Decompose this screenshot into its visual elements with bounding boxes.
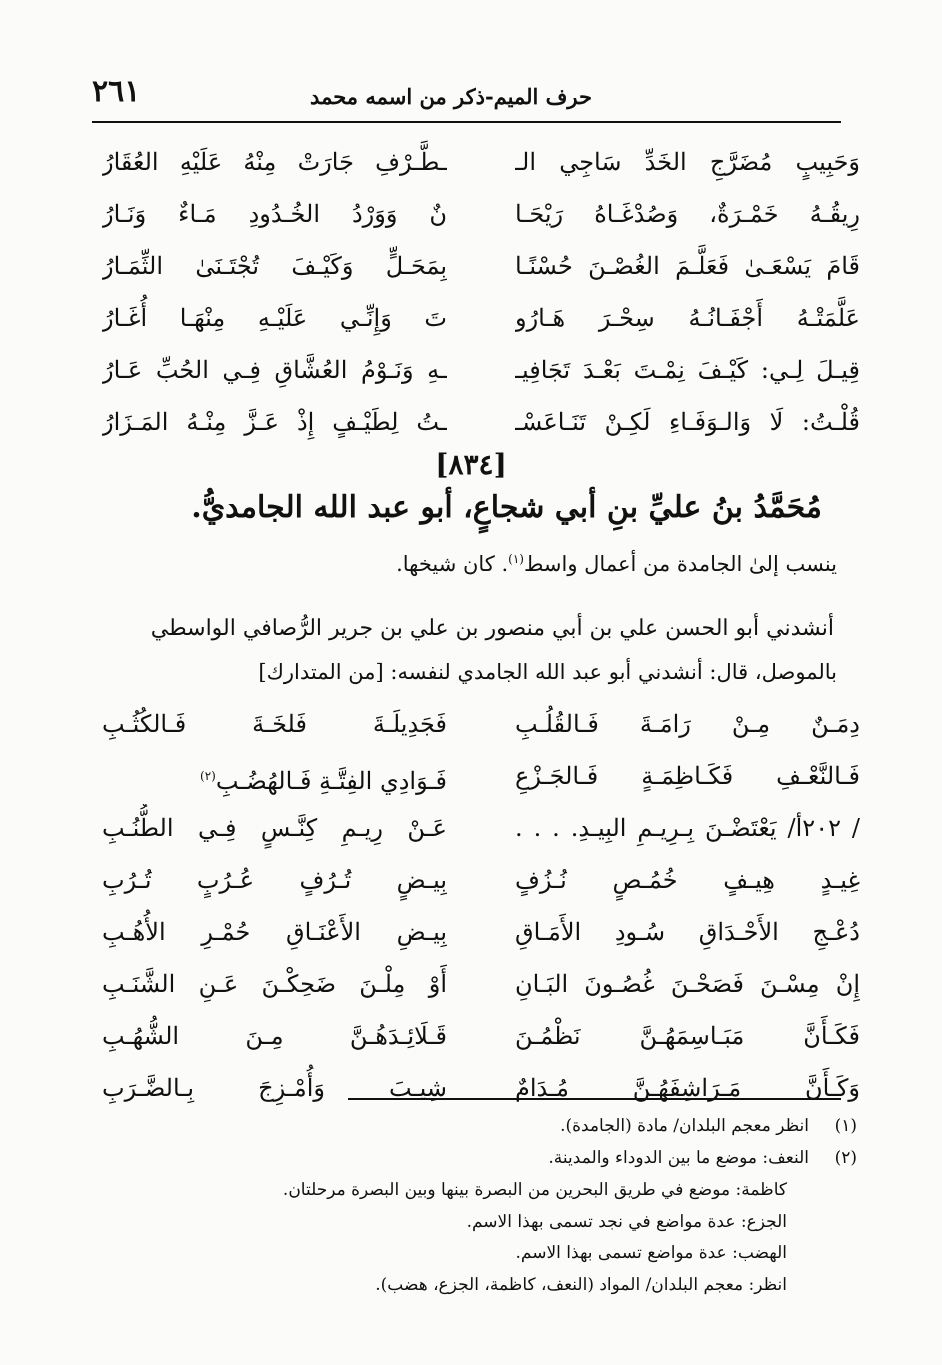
verse-second-hemistich: بِيـضٍ تُـرُفٍ عُـرُبٍ تُـرُبِ xyxy=(102,866,447,894)
verse-line xyxy=(92,190,860,242)
verse-second-hemistich: شِيـبَ وَأُمْـزِجَ بِـالضَّـرَبِ xyxy=(102,1074,447,1102)
hemistich-text: فَـوَادِي الفِتَّـةِ فَـالهُضُـبِ xyxy=(215,767,447,795)
verse-first-hemistich: / ٢٠٢أ/ يَعْتَضْـنَ بِـرِيـمِ البِيـدِ. . . . xyxy=(515,814,860,842)
verse-first-hemistich: وَحَبِيبٍ مُضَرَّجِ الخَدِّ سَاجِي الـ xyxy=(515,148,860,176)
verse-line xyxy=(92,804,860,856)
running-head: حرف الميم-ذكر من اسمه محمد xyxy=(310,84,592,109)
paragraph-line: أنشدني أبو الحسن علي بن أبي منصور بن علي بن جرير الرُّصافي الواسطي xyxy=(150,616,834,641)
verse-first-hemistich: قَامَ يَسْعَـىٰ فَعَلَّـمَ الغُصْـنَ حُسْنًـا xyxy=(515,252,860,280)
page-number: ٢٦١ xyxy=(92,74,141,109)
verse-line xyxy=(92,398,860,450)
verse-first-hemistich: قِيـلَ لِـي: كَيْـفَ نِمْـتَ بَعْـدَ تَجَافِيـ xyxy=(515,356,860,384)
verse-line xyxy=(92,1064,860,1116)
verse-first-hemistich: قُلْـتُ: لَا وَالـوَفَـاءِ لَكِـنْ تَنَـاعَسْـ xyxy=(515,408,860,436)
verse-line xyxy=(92,752,860,804)
poem-continuation xyxy=(92,138,860,450)
footnote-2 xyxy=(548,1148,857,1168)
intro-text: ينسب إلىٰ الجامدة من أعمال واسط xyxy=(523,552,837,576)
verse-second-hemistich: فَجَدِيلَـةَ فَلخَـةَ فَـالكُثُـبِ xyxy=(102,710,447,738)
verse-line xyxy=(92,138,860,190)
verse-line xyxy=(92,1012,860,1064)
poem-main xyxy=(92,700,860,1116)
verse-line xyxy=(92,856,860,908)
footnote-number: (١) xyxy=(834,1116,857,1136)
verse-first-hemistich: وَكَـأَنَّ مَـرَاشِفَهُـنَّ مُـدَامٌ xyxy=(515,1074,860,1102)
intro-text-end: . كان شيخها. xyxy=(396,552,509,576)
footnote-marker: (١) xyxy=(508,552,524,566)
verse-second-hemistich xyxy=(102,752,447,805)
footnote-1 xyxy=(560,1116,857,1136)
footnote-number: (٢) xyxy=(834,1148,857,1168)
verse-second-hemistich: عَـنْ رِيـمِ كِنَّـسٍ فِـي الطُّنُـبِ xyxy=(102,814,447,842)
footnote-2-line: الجزع: عدة مواضع في نجد تسمى بهذا الاسم. xyxy=(466,1212,787,1232)
verse-second-hemistich: ـتُ لِطَيْـفٍ إِذْ عَـزَّ مِنْـهُ المَـزَارُ xyxy=(102,408,447,436)
verse-line xyxy=(92,700,860,752)
verse-second-hemistich: تَ وَإِنِّـي عَلَيْـهِ مِنْهَـا أُغَـارُ xyxy=(102,304,447,332)
footnote-marker: (٢) xyxy=(200,769,216,783)
verse-line xyxy=(92,242,860,294)
entry-number: [٨٣٤] xyxy=(435,448,507,481)
verse-line xyxy=(92,346,860,398)
verse-first-hemistich: فَكَـأَنَّ مَبَـاسِمَهُـنَّ نَظْمُـنَ xyxy=(515,1022,860,1050)
verse-first-hemistich: دُعْـجِ الأَحْـدَاقِ سُـودِ الأَمَـاقِ xyxy=(515,918,860,946)
footnote-2-line: الهضب: عدة مواضع تسمى بهذا الاسم. xyxy=(515,1243,787,1263)
verse-second-hemistich: ـطَّـرْفِ جَارَتْ مِنْهُ عَلَيْهِ العُقَارُ xyxy=(102,148,447,176)
paragraph-line: بالموصل، قال: أنشدني أبو عبد الله الجامدي لنفسه: [من المتدارك] xyxy=(258,660,837,684)
entry-title: مُحَمَّدُ بنُ عليِّ بنِ أبي شجاعٍ، أبو عبد الله الجامديُّ. xyxy=(191,490,822,525)
verse-first-hemistich: فَـالنَّعْـفِ فَكَـاظِمَـةٍ فَـالجَـزْعِ xyxy=(515,762,860,790)
verse-first-hemistich: غِيـدٍ هِيـفٍ خُمُـصٍ نُـزُفٍ xyxy=(515,866,860,894)
entry-intro xyxy=(396,552,837,576)
verse-second-hemistich: بِمَحَـلٍّ وَكَيْـفَ تُجْتَـنَىٰ الثِّمَـارُ xyxy=(102,252,447,280)
verse-line xyxy=(92,294,860,346)
footnote-2-line: كاظمة: موضع في طريق البحرين من البصرة بينها وبين البصرة مرحلتان. xyxy=(282,1180,787,1200)
verse-second-hemistich: نٌ وَوَرْدُ الخُـدُودِ مَـاءٌ وَنَـارُ xyxy=(102,200,447,228)
verse-first-hemistich: رِيقُـهُ خَمْـرَةٌ، وَصُدْغَـاهُ رَيْحَـا xyxy=(515,200,860,228)
verse-line xyxy=(92,960,860,1012)
verse-line xyxy=(92,908,860,960)
footnote-text: النعف: موضع ما بين الدوداء والمدينة. xyxy=(548,1148,809,1168)
verse-second-hemistich: بِيـضِ الأَعْنَـاقِ حُمْـرِ الأُهُـبِ xyxy=(102,918,447,946)
footnote-rule xyxy=(348,1098,841,1100)
header-rule xyxy=(92,121,841,123)
verse-second-hemistich: قَـلَائِـدَهُـنَّ مِـنَ الشُّهُـبِ xyxy=(102,1022,447,1050)
verse-first-hemistich: إِنْ مِسْـنَ فَصَحْـنَ غُصُـونَ البَـانِ xyxy=(515,970,860,998)
verse-second-hemistich: أَوْ مِلْـنَ ضَحِكْـنَ عَـنِ الشَّنَـبِ xyxy=(102,970,447,998)
verse-second-hemistich: ـهِ وَنَـوْمُ العُشَّاقِ فِـي الحُبِّ عَـارُ xyxy=(102,356,447,384)
verse-first-hemistich: عَلَّمَتْـهُ أَجْفَـانُـهُ سِحْـرَ هَـارُو xyxy=(515,304,860,332)
verse-first-hemistich: دِمَـنٌ مِـنْ رَامَـةَ فَـالقُلُـبِ xyxy=(515,710,860,738)
footnote-text: انظر معجم البلدان/ مادة (الجامدة). xyxy=(560,1116,809,1136)
footnote-2-line: انظر: معجم البلدان/ المواد (النعف، كاظمة، الجزع، هضب). xyxy=(375,1275,787,1295)
